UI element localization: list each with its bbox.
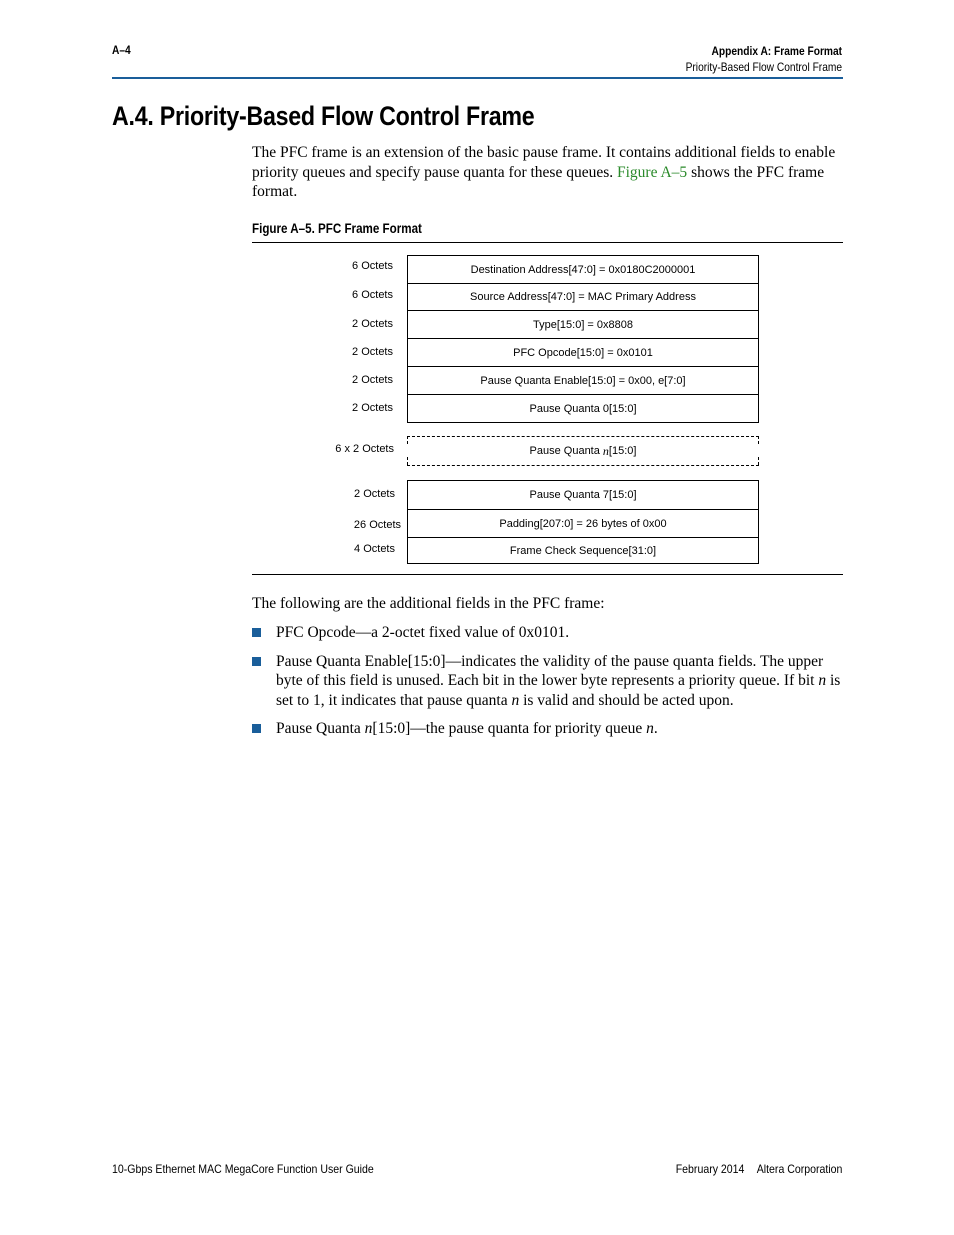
intro-text: The PFC frame is an extension of the basic pause frame. It contains additional fields to enable priority queues and specify pause quanta for these queues. (252, 144, 836, 181)
following-paragraph: The following are the additional fields in the PFC frame: (252, 595, 605, 612)
field-frame-check-sequence: Frame Check Sequence[31:0] (407, 537, 759, 564)
footer-right (675, 1162, 842, 1176)
header-rule (112, 77, 843, 79)
figure-caption: Figure A–5. PFC Frame Format (252, 221, 422, 236)
header-subsection: Priority-Based Flow Control Frame (685, 60, 842, 74)
footer-company: Altera Corporation (756, 1162, 842, 1176)
field-pause-quanta-n-var: n (602, 443, 609, 458)
page-number: A–4 (112, 43, 131, 57)
footer-guide-title: 10-Gbps Ethernet MAC MegaCore Function User Guide (112, 1162, 374, 1176)
header-section: Appendix A: Frame Format (711, 44, 842, 58)
field-pause-quanta-0: Pause Quanta 0[15:0] (407, 394, 759, 423)
octet-label: 6 Octets (352, 260, 393, 272)
octet-label: 2 Octets (352, 402, 393, 414)
bullet-text: [15:0]—the pause quanta for priority queue (372, 720, 647, 738)
section-title: A.4. Priority-Based Flow Control Frame (112, 101, 535, 131)
field-source-address: Source Address[47:0] = MAC Primary Address (407, 283, 759, 311)
field-pause-quanta-enable: Pause Quanta Enable[15:0] = 0x00, e[7:0] (407, 366, 759, 395)
field-pause-quanta-n-label-pre: Pause Quanta (529, 445, 603, 457)
footer-date: February 2014 (675, 1162, 744, 1176)
figure-link[interactable]: Figure A–5 (617, 163, 688, 181)
octet-label: 6 Octets (352, 289, 393, 301)
figure-rule-bottom (252, 574, 843, 575)
field-padding: Padding[207:0] = 26 bytes of 0x00 (407, 509, 759, 538)
field-pfc-opcode: PFC Opcode[15:0] = 0x0101 (407, 338, 759, 367)
field-pause-quanta-7: Pause Quanta 7[15:0] (407, 480, 759, 510)
variable-n: n (646, 720, 654, 738)
octet-label: 6 x 2 Octets (335, 443, 394, 455)
running-header (658, 43, 842, 75)
figure-rule-top (252, 242, 843, 243)
list-item (252, 652, 844, 711)
bullet-text: . (653, 720, 658, 738)
intro-paragraph (252, 143, 844, 202)
octet-label: 2 Octets (354, 488, 395, 500)
octet-label: 2 Octets (352, 374, 393, 386)
list-item (252, 719, 844, 739)
field-type: Type[15:0] = 0x8808 (407, 310, 759, 339)
field-pause-quanta-n-label-post: [15:0] (608, 445, 637, 457)
field-pause-quanta-n (407, 437, 759, 465)
bullet-text: is valid and should be acted upon. (519, 691, 734, 709)
bullet-square-icon (252, 657, 261, 666)
bullet-square-icon (252, 628, 261, 637)
dashed-border-bottom (407, 465, 759, 466)
list-item (252, 623, 844, 643)
intro-text-end: shows the PFC frame format. (252, 163, 825, 201)
variable-n: n (511, 691, 520, 709)
bullet-text: is set to 1, it indicates that pause quanta (276, 672, 841, 709)
bullet-square-icon (252, 724, 261, 733)
octet-label: 26 Octets (353, 519, 401, 531)
octet-label: 4 Octets (354, 543, 395, 555)
field-destination-address: Destination Address[47:0] = 0x0180C2000001 (407, 255, 759, 284)
bullet-text: PFC Opcode—a 2-octet fixed value of 0x0101. (276, 624, 570, 641)
variable-n: n (818, 672, 827, 690)
octet-label: 2 Octets (352, 318, 393, 330)
bullet-text: Pause Quanta Enable[15:0]—indicates the validity of the pause quanta fields. The upper byte of this field is unused. Each bit in the lower byte represents a priority queue. If bit (276, 652, 824, 690)
bullet-text: Pause Quanta (276, 720, 365, 738)
variable-n: n (364, 720, 373, 738)
field-description-list (252, 623, 844, 748)
octet-label: 2 Octets (352, 346, 393, 358)
